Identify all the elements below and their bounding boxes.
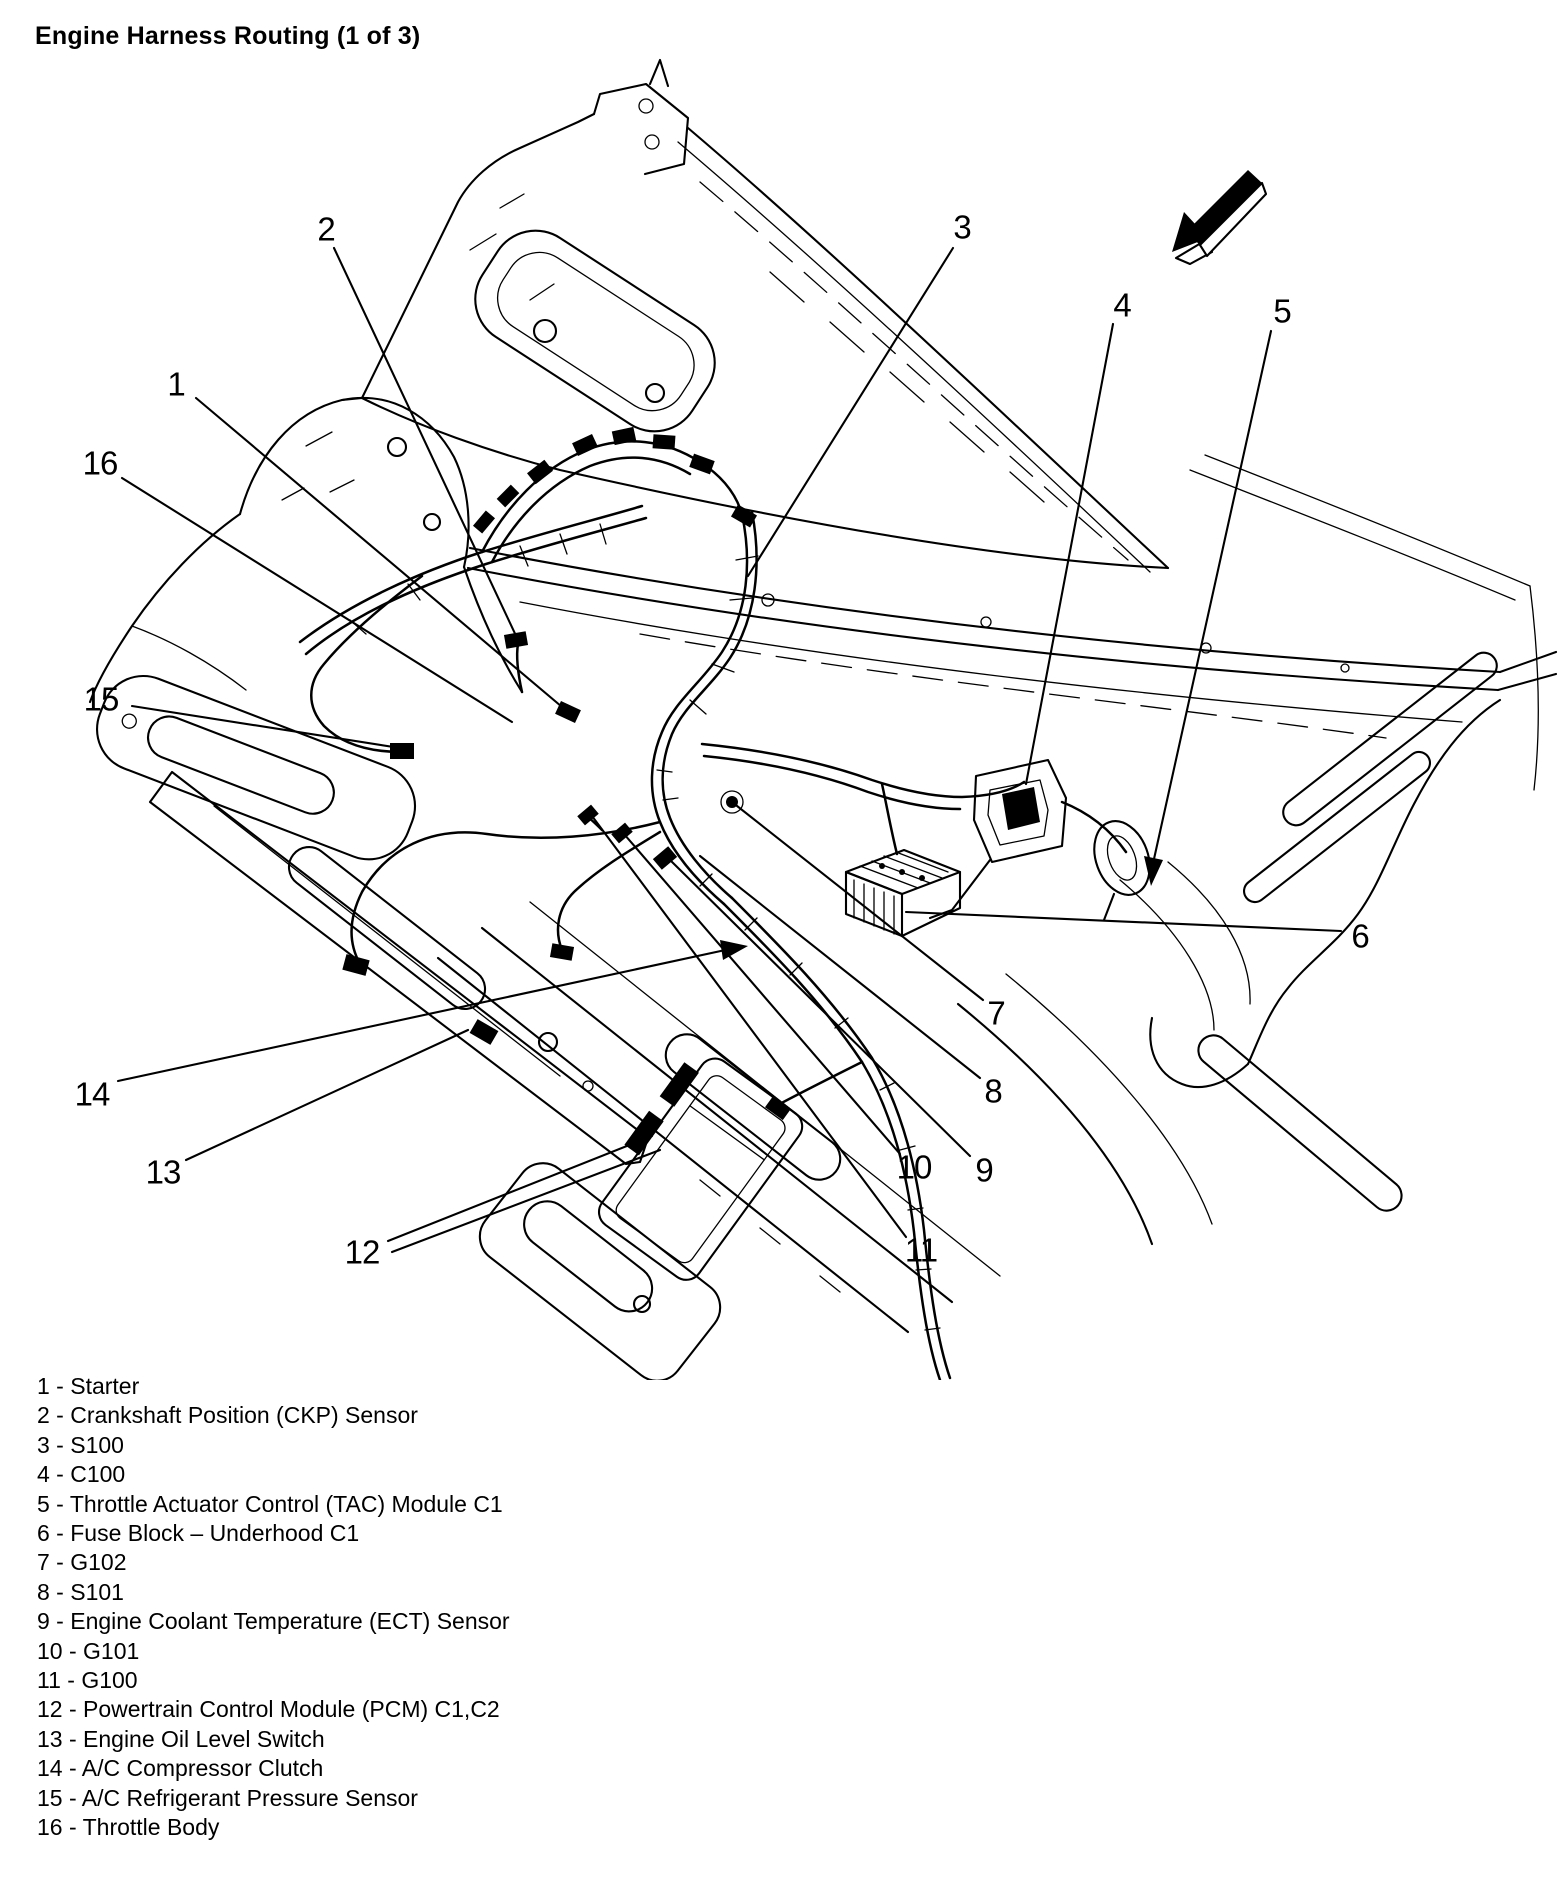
callout-1: 1	[167, 365, 185, 403]
hood-panel	[362, 60, 1168, 572]
callout-10: 10	[896, 1148, 932, 1186]
legend-item: 6 - Fuse Block – Underhood C1	[37, 1520, 360, 1547]
legend-item: 12 - Powertrain Control Module (PCM) C1,C2	[37, 1696, 500, 1723]
legend-item: 8 - S101	[37, 1578, 124, 1605]
front-bumper-left	[85, 664, 427, 872]
legend-item: 7 - G102	[37, 1549, 127, 1576]
callout-2: 2	[317, 210, 335, 248]
callout-7: 7	[987, 994, 1005, 1032]
callout-14: 14	[74, 1075, 110, 1113]
callout-4: 4	[1113, 286, 1131, 324]
harness-connectors	[342, 427, 791, 1120]
legend-list	[37, 1372, 510, 1843]
left-fender	[90, 398, 522, 702]
legend-item: 14 - A/C Compressor Clutch	[37, 1755, 324, 1782]
callout-3: 3	[953, 208, 971, 246]
callout-12: 12	[344, 1233, 380, 1271]
callout-6: 6	[1351, 917, 1369, 955]
legend-item: 1 - Starter	[37, 1373, 140, 1399]
callout-8: 8	[984, 1072, 1002, 1110]
callout-16: 16	[82, 444, 118, 482]
cowl-panel	[468, 455, 1556, 790]
callout-15: 15	[83, 680, 119, 718]
legend-item: 9 - Engine Coolant Temperature (ECT) Sensor	[37, 1608, 510, 1635]
c100-connector	[930, 760, 1066, 918]
legend-item: 5 - Throttle Actuator Control (TAC) Module C1	[37, 1490, 503, 1517]
underhood-fuse-block	[846, 850, 960, 936]
legend-item: 16 - Throttle Body	[37, 1814, 220, 1841]
frame-rail-left	[150, 772, 648, 1164]
legend-item: 11 - G100	[37, 1667, 138, 1694]
callout-leader-lines	[118, 248, 1341, 1252]
callout-9: 9	[975, 1151, 993, 1189]
right-body-structure	[1120, 647, 1502, 1087]
legend-item: 13 - Engine Oil Level Switch	[37, 1725, 325, 1752]
legend-item: 3 - S100	[37, 1431, 124, 1458]
callout-13: 13	[145, 1153, 181, 1191]
front-direction-arrow-icon	[1172, 170, 1266, 264]
legend-item: 4 - C100	[37, 1461, 126, 1488]
callout-5: 5	[1273, 292, 1291, 330]
callout-11: 11	[904, 1231, 938, 1269]
legend-item: 10 - G101	[37, 1637, 140, 1664]
pcm-module	[580, 1043, 809, 1286]
legend-item: 2 - Crankshaft Position (CKP) Sensor	[37, 1402, 418, 1429]
legend-item: 15 - A/C Refrigerant Pressure Sensor	[37, 1784, 418, 1811]
page-title: Engine Harness Routing (1 of 3)	[35, 22, 421, 50]
